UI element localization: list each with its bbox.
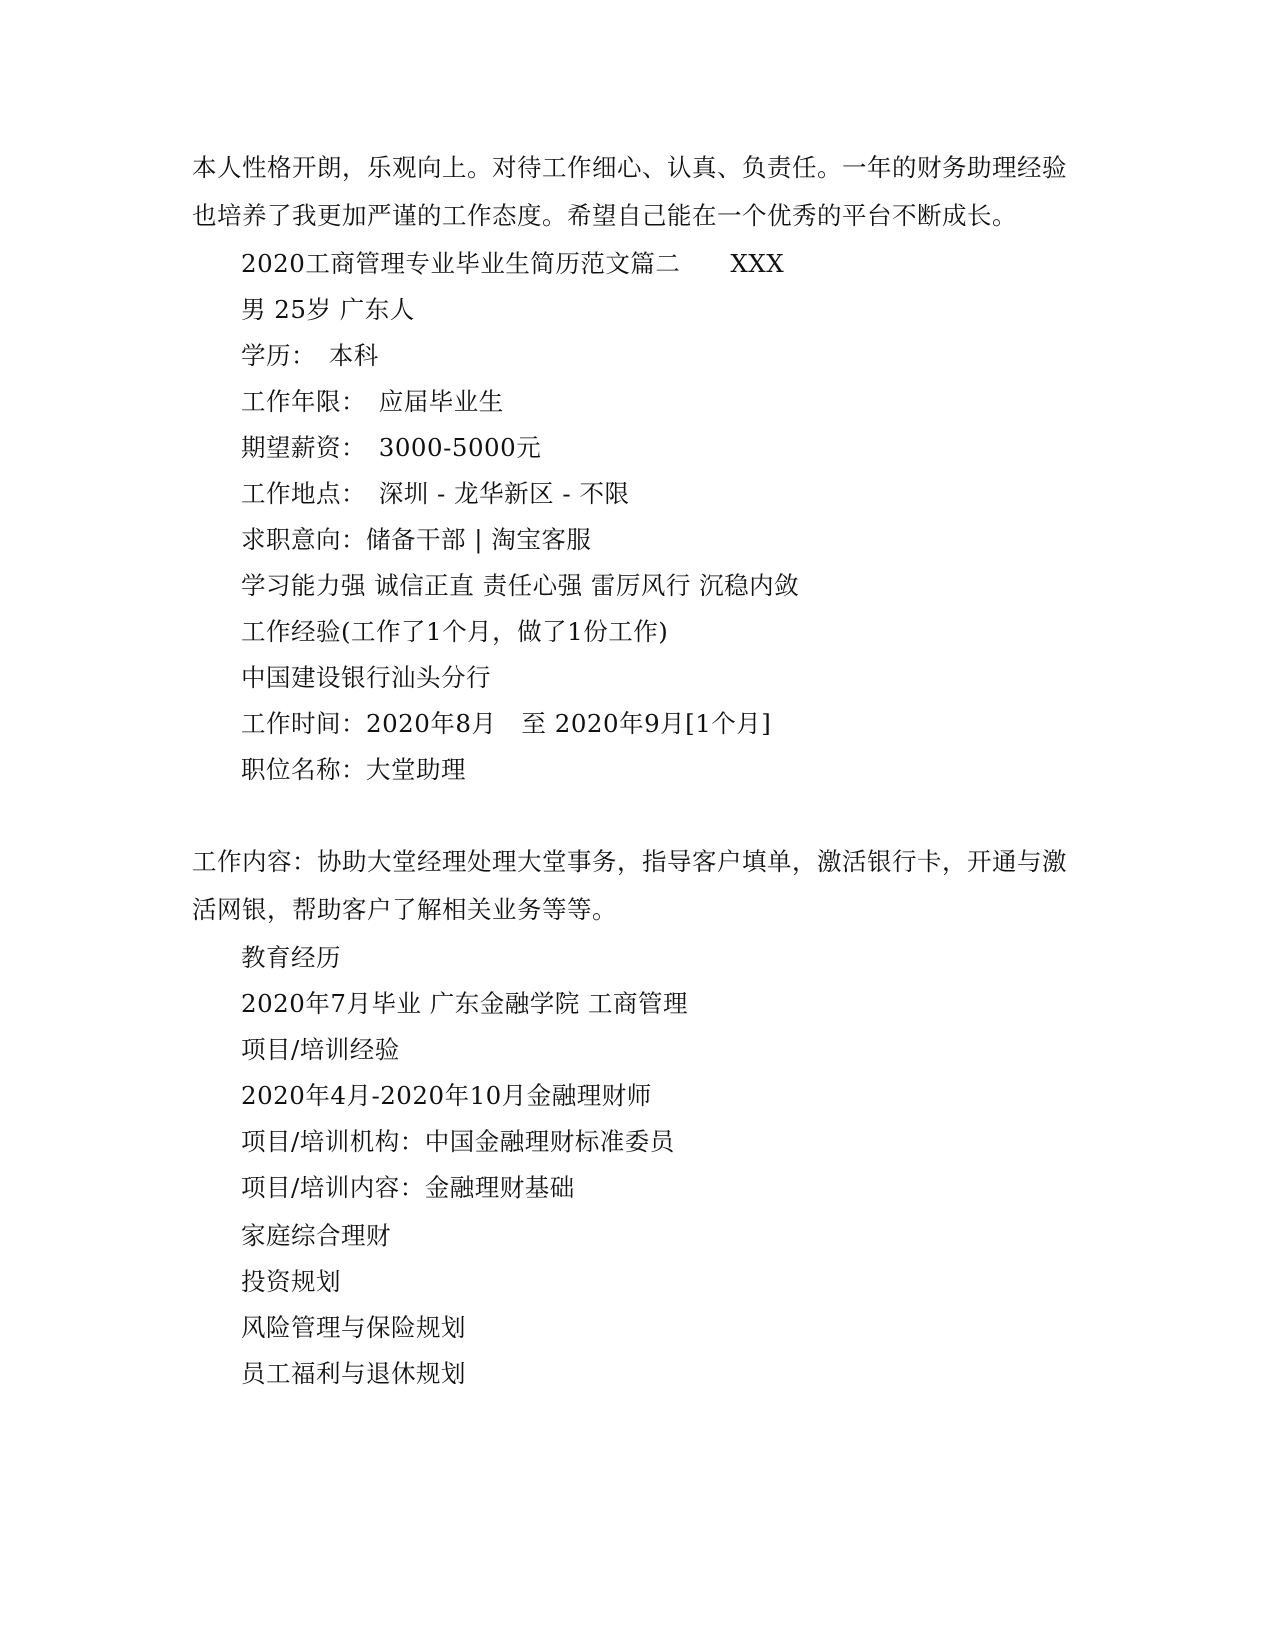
intro-line-1: 本人性格开朗，乐观向上。对待工作细心、认真、负责任。一年的财务助理经验 [192, 153, 1067, 182]
duties-paragraph [192, 838, 1072, 934]
duties-line-2: 活网银，帮助客户了解相关业务等等。 [192, 895, 617, 924]
position: 职位名称：大堂助理 [241, 755, 466, 784]
duties-line-1: 工作内容：协助大堂经理处理大堂事务，指导客户填单，激活银行卡，开通与激 [192, 847, 1067, 876]
training-entry: 2020年4月-2020年10月金融理财师 [241, 1081, 652, 1110]
intro-paragraph [192, 144, 1072, 240]
traits: 学习能力强 诚信正直 责任心强 雷厉风行 沉稳内敛 [241, 571, 800, 600]
job-intention: 求职意向：储备干部 | 淘宝客服 [241, 525, 592, 554]
work-period: 工作时间：2020年8月 至 2020年9月[1个月] [241, 709, 772, 738]
training-institution: 项目/培训机构：中国金融理财标准委员 [241, 1127, 675, 1156]
training-heading: 项目/培训经验 [241, 1035, 400, 1064]
resume-title: 2020工商管理专业毕业生简历范文篇二 XXX [241, 249, 785, 278]
education-entry: 2020年7月毕业 广东金融学院 工商管理 [241, 989, 689, 1018]
employer: 中国建设银行汕头分行 [241, 663, 491, 692]
education-level: 学历： 本科 [241, 341, 379, 370]
education-heading: 教育经历 [241, 943, 341, 972]
training-topic: 家庭综合理财 [241, 1221, 391, 1250]
training-topic: 员工福利与退休规划 [241, 1359, 466, 1388]
expected-salary: 期望薪资： 3000-5000元 [241, 433, 542, 462]
basic-info: 男 25岁 广东人 [241, 295, 415, 324]
intro-line-2: 也培养了我更加严谨的工作态度。希望自己能在一个优秀的平台不断成长。 [192, 201, 1017, 230]
training-content: 项目/培训内容：金融理财基础 [241, 1173, 575, 1202]
work-years: 工作年限： 应届毕业生 [241, 387, 504, 416]
training-topic: 投资规划 [241, 1267, 341, 1296]
training-topic: 风险管理与保险规划 [241, 1313, 466, 1342]
work-location: 工作地点： 深圳 - 龙华新区 - 不限 [241, 479, 630, 508]
work-experience-heading: 工作经验(工作了1个月，做了1份工作) [241, 617, 669, 646]
